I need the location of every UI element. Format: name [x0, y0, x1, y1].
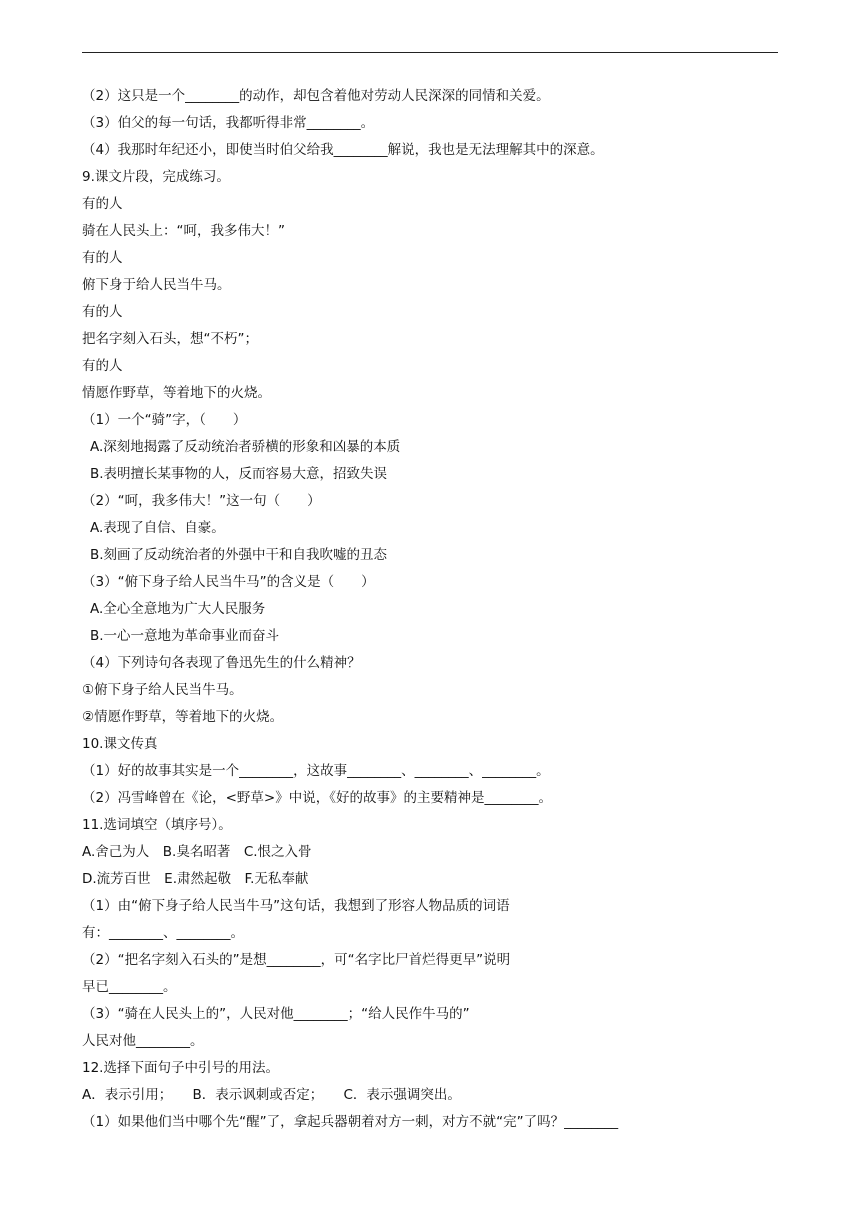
poem-line: 情愿作野草，等着地下的火烧。 — [82, 385, 271, 401]
poem-line: 有的人 — [82, 250, 123, 266]
q11-sub-2-cont: 早已________。 — [82, 979, 177, 995]
q12-heading: 12.选择下面句子中引号的用法。 — [82, 1060, 279, 1076]
q9-heading: 9.课文片段，完成练习。 — [82, 169, 230, 185]
q9-sub-3-option-b: B.一心一意地为革命事业而奋斗 — [90, 628, 280, 644]
q11-options-row-2: D.流芳百世 E.肃然起敬 F.无私奉献 — [82, 871, 309, 887]
q9-sub-4: （4）下列诗句各表现了鲁迅先生的什么精神？ — [82, 655, 361, 671]
q10-sub-2: （2）冯雪峰曾在《论，<野草>》中说，《好的故事》的主要精神是________。 — [82, 790, 552, 806]
q11-sub-3: （3）“骑在人民头上的”，人民对他________；“给人民作牛马的” — [82, 1006, 470, 1022]
poem-line: 骑在人民头上：“呵，我多伟大！” — [82, 223, 285, 239]
q9-sub-2-option-a: A.表现了自信、自豪。 — [90, 520, 225, 536]
poem-line: 有的人 — [82, 196, 123, 212]
q9-sub-4-item-2: ②情愿作野草，等着地下的火烧。 — [82, 709, 284, 725]
q8-item-4: （4）我那时年纪还小，即使当时伯父给我________解说，我也是无法理解其中的深意。 — [82, 142, 604, 158]
q9-sub-3: （3）“俯下身子给人民当牛马”的含义是（ ） — [82, 574, 375, 590]
q11-heading: 11.选词填空（填序号）。 — [82, 817, 232, 833]
poem-line: 把名字刻入石头，想“不朽”； — [82, 331, 258, 347]
q11-sub-1: （1）由“俯下身子给人民当牛马”这句话，我想到了形容人物品质的词语 — [82, 898, 510, 914]
q9-sub-1: （1）一个“骑”字，（ ） — [82, 412, 247, 428]
q9-sub-1-option-a: A.深刻地揭露了反动统治者骄横的形象和凶暴的本质 — [90, 439, 401, 455]
q12-sub-1: （1）如果他们当中哪个先“醒”了，拿起兵器朝着对方一刺，对方不就“完”了吗？________ — [82, 1114, 619, 1130]
q8-item-2: （2）这只是一个________的动作，却包含着他对劳动人民深深的同情和关爱。 — [82, 88, 550, 104]
q11-sub-1-cont: 有：________、________。 — [82, 925, 244, 941]
poem-line: 有的人 — [82, 304, 123, 320]
poem-line: 俯下身于给人民当牛马。 — [82, 277, 231, 293]
q10-heading: 10.课文传真 — [82, 736, 158, 752]
q8-item-3: （3）伯父的每一句话，我都听得非常________。 — [82, 115, 375, 131]
q10-sub-1: （1）好的故事其实是一个________，这故事________、________、________。 — [82, 763, 550, 779]
header-rule — [82, 52, 778, 53]
q12-options: A．表示引用； B．表示讽刺或否定； C．表示强调突出。 — [82, 1087, 461, 1103]
q9-sub-2-option-b: B.刻画了反动统治者的外强中干和自我吹嘘的丑态 — [90, 547, 388, 563]
q11-sub-3-cont: 人民对他________。 — [82, 1033, 204, 1049]
q9-sub-4-item-1: ①俯下身子给人民当牛马。 — [82, 682, 243, 698]
poem-line: 有的人 — [82, 358, 123, 374]
q9-sub-3-option-a: A.全心全意地为广大人民服务 — [90, 601, 266, 617]
q11-sub-2: （2）“把名字刻入石头的”是想________，可“名字比尸首烂得更早”说明 — [82, 952, 511, 968]
q9-sub-1-option-b: B.表明擅长某事物的人，反而容易大意，招致失误 — [90, 466, 388, 482]
q9-sub-2: （2）“呵，我多伟大！”这一句（ ） — [82, 493, 321, 509]
q11-options-row-1: A.舍己为人 B.臭名昭著 C.恨之入骨 — [82, 844, 312, 860]
